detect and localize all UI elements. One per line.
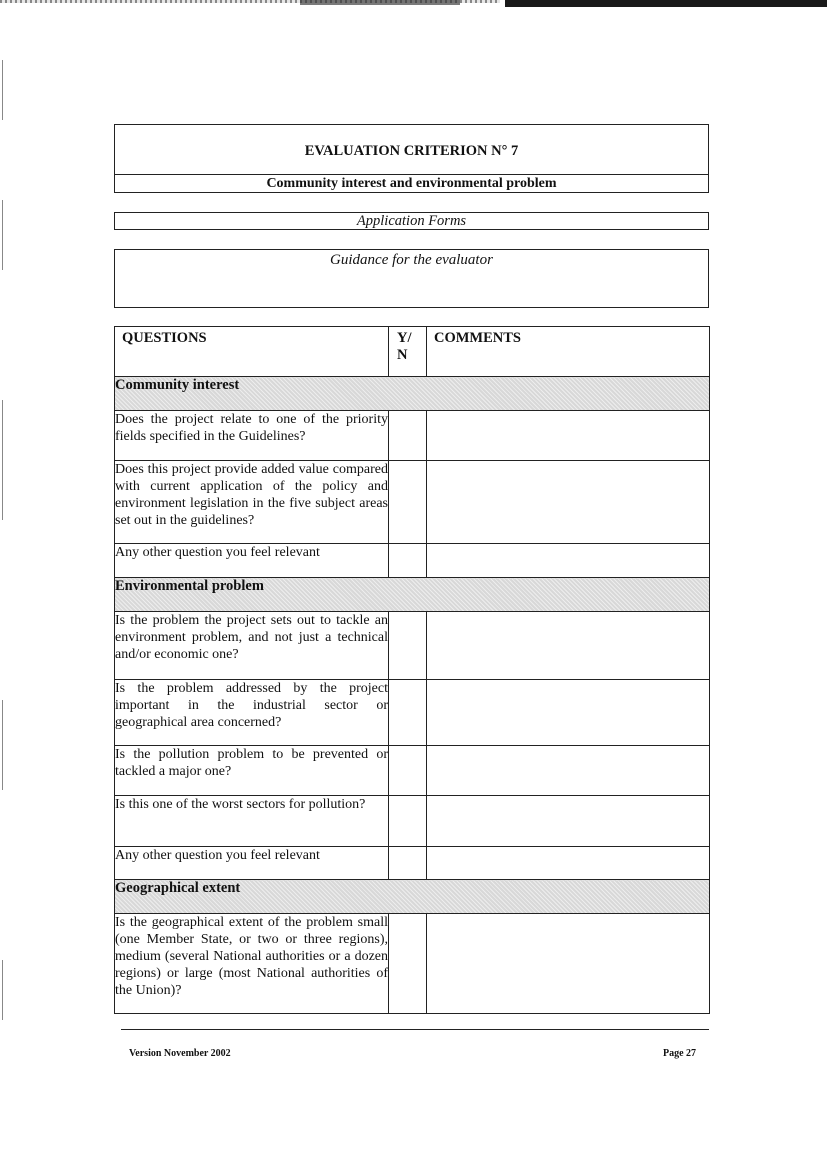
scan-artifact-left [2, 60, 3, 120]
question-text: Does the project relate to one of the priority fields specified in the Guidelines? [115, 411, 389, 461]
comment-cell[interactable] [427, 612, 710, 680]
section-row [115, 377, 710, 411]
footer-version: Version November 2002 [129, 1048, 231, 1059]
header-comments: COMMENTS [427, 327, 710, 377]
header-questions: QUESTIONS [115, 327, 389, 377]
questions-table [114, 326, 710, 1014]
question-text: Is this one of the worst sectors for pollution? [115, 796, 389, 847]
question-text: Does this project provide added value compared with current application of the policy and environment legislation in the five subject areas set out in the guidelines? [115, 461, 389, 544]
criterion-title: EVALUATION CRITERION N° 7 [304, 143, 519, 159]
comment-cell[interactable] [427, 796, 710, 847]
table-row [115, 544, 710, 578]
comment-cell[interactable] [427, 544, 710, 578]
yn-cell[interactable] [389, 544, 427, 578]
section-title: Geographical extent [115, 880, 710, 914]
scan-artifact-top [0, 0, 827, 8]
table-row [115, 914, 710, 1014]
yn-cell[interactable] [389, 680, 427, 746]
table-header-row [115, 327, 710, 377]
question-text: Any other question you feel relevant [115, 847, 389, 880]
guidance-label: Guidance for the evaluator [330, 252, 493, 268]
comment-cell[interactable] [427, 461, 710, 544]
yn-cell[interactable] [389, 746, 427, 796]
comment-cell[interactable] [427, 914, 710, 1014]
section-row [115, 880, 710, 914]
yn-cell[interactable] [389, 796, 427, 847]
question-text: Is the geographical extent of the problem small (one Member State, or two or three regions), medium (several National authorities or a dozen regions) or large (most National authorities of the Union)? [115, 914, 389, 1014]
section-row [115, 578, 710, 612]
application-forms-label: Application Forms [356, 213, 467, 229]
comment-cell[interactable] [427, 411, 710, 461]
question-text: Is the problem the project sets out to tackle an environment problem, and not just a technical and/or economic one? [115, 612, 389, 680]
yn-cell[interactable] [389, 847, 427, 880]
table-row [115, 612, 710, 680]
header-yn: Y/ N [389, 327, 427, 377]
scan-artifact-left [2, 400, 3, 520]
table-row [115, 411, 710, 461]
question-text: Any other question you feel relevant [115, 544, 389, 578]
scan-artifact-left [2, 200, 3, 270]
yn-cell[interactable] [389, 461, 427, 544]
footer-divider [121, 1029, 709, 1030]
section-title: Environmental problem [115, 578, 710, 612]
question-text: Is the problem addressed by the project important in the industrial sector or geographical area concerned? [115, 680, 389, 746]
comment-cell[interactable] [427, 680, 710, 746]
table-row [115, 746, 710, 796]
criterion-subtitle: Community interest and environmental problem [115, 174, 708, 192]
scan-artifact-left [2, 700, 3, 790]
footer-page-number: Page 27 [663, 1048, 697, 1059]
yn-cell[interactable] [389, 612, 427, 680]
table-row [115, 680, 710, 746]
application-forms-box [114, 212, 709, 230]
criterion-box [114, 124, 709, 193]
yn-cell[interactable] [389, 914, 427, 1014]
question-text: Is the pollution problem to be prevented or tackled a major one? [115, 746, 389, 796]
comment-cell[interactable] [427, 847, 710, 880]
table-row [115, 847, 710, 880]
table-row [115, 796, 710, 847]
scan-artifact-left [2, 960, 3, 1020]
guidance-box [114, 249, 709, 308]
section-title: Community interest [115, 377, 710, 411]
table-row [115, 461, 710, 544]
yn-cell[interactable] [389, 411, 427, 461]
comment-cell[interactable] [427, 746, 710, 796]
